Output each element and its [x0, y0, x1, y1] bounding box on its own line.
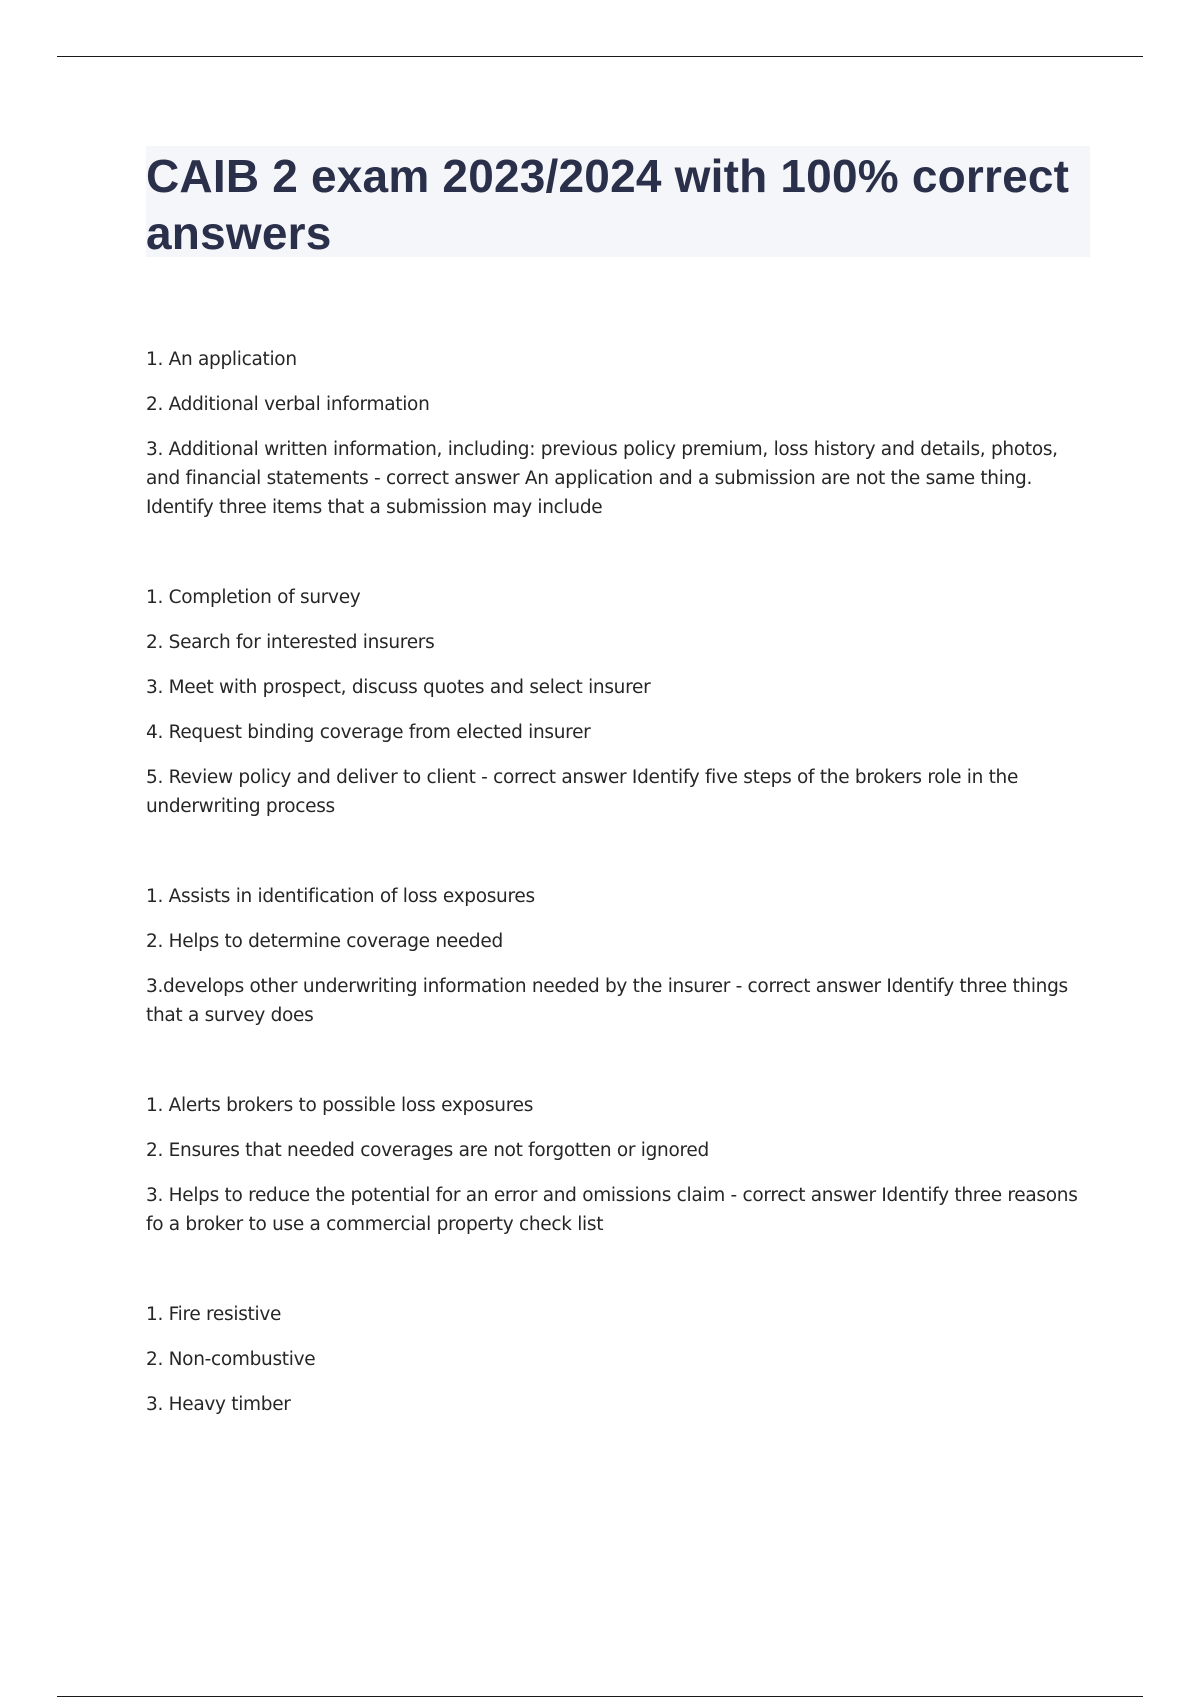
answer-line-with-question: 3.develops other underwriting information needed by the insurer - correct answer Identify three things that a survey does — [146, 976, 1068, 1026]
bottom-rule — [57, 1696, 1143, 1697]
qa-group-4 — [146, 1091, 1090, 1239]
answer-line: 4. Request binding coverage from elected insurer — [146, 722, 591, 743]
answer-line: 1. Assists in identification of loss exposures — [146, 886, 535, 907]
answer-line: 2. Helps to determine coverage needed — [146, 931, 503, 952]
answer-line: 1. Completion of survey — [146, 587, 361, 608]
qa-group-3 — [146, 882, 1090, 1030]
answer-line: 3. Heavy timber — [146, 1394, 291, 1415]
qa-group-2 — [146, 583, 1090, 821]
answer-line-with-question: 5. Review policy and deliver to client - correct answer Identify five steps of the brokers role in the underwriting process — [146, 767, 1019, 817]
qa-group-1 — [146, 345, 1090, 522]
document-body — [146, 345, 1090, 1480]
answer-line: 1. Alerts brokers to possible loss exposures — [146, 1095, 534, 1116]
answer-line: 2. Search for interested insurers — [146, 632, 435, 653]
document-title: CAIB 2 exam 2023/2024 with 100% correct answers — [146, 150, 1070, 259]
answer-line-with-question: 3. Additional written information, including: previous policy premium, loss history and details, photos, and financial statements - correct answer An application and a submission are not the same thing. Identify three items that a submission may include — [146, 439, 1058, 518]
answer-line-with-question: 3. Helps to reduce the potential for an error and omissions claim - correct answer Identify three reasons fo a broker to use a commercial property check list — [146, 1185, 1078, 1235]
answer-line: 3. Meet with prospect, discuss quotes and select insurer — [146, 677, 651, 698]
top-rule — [57, 56, 1143, 57]
title-banner — [146, 146, 1090, 257]
answer-line: 2. Non-combustive — [146, 1349, 316, 1370]
answer-line: 2. Ensures that needed coverages are not forgotten or ignored — [146, 1140, 709, 1161]
answer-line: 1. An application — [146, 349, 297, 370]
qa-group-5 — [146, 1300, 1090, 1419]
answer-line: 2. Additional verbal information — [146, 394, 430, 415]
answer-line: 1. Fire resistive — [146, 1304, 282, 1325]
